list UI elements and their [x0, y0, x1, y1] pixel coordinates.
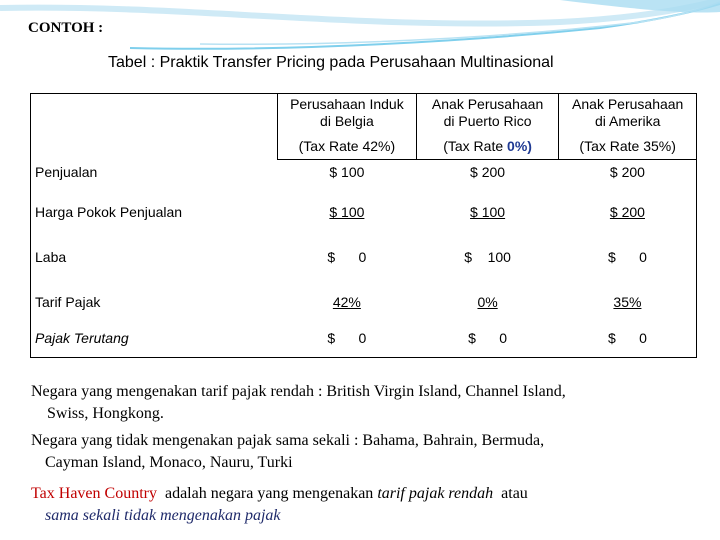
note-line: Negara yang mengenakan tarif pajak rendah : British Virgin Island, Channel Island, — [31, 383, 566, 400]
table-title: Tabel : Praktik Transfer Pricing pada Perusahaan Multinasional — [108, 54, 554, 71]
col-header-puerto-rico — [416, 94, 559, 160]
row-label: Pajak Terutang — [35, 329, 129, 346]
note-text: atau — [493, 485, 528, 502]
note-line: Cayman Island, Monaco, Nauru, Turki — [45, 454, 293, 471]
header-empty-cell — [31, 94, 278, 160]
row-value: $ 100 — [329, 203, 365, 220]
row-value: $ 0 — [468, 329, 508, 346]
row-value: $ 200 — [470, 164, 506, 180]
note-emphasis: tarif pajak rendah — [377, 485, 494, 502]
row-value: $ 0 — [327, 329, 367, 346]
row-value: $ 100 — [464, 248, 511, 265]
note-line — [31, 483, 528, 505]
col-tax-rate — [563, 130, 692, 159]
row-value: $ 100 — [329, 164, 365, 180]
row-label: Harga Pokok Penjualan — [35, 203, 183, 220]
col-name-line2: di Amerika — [595, 113, 661, 129]
col-tax-rate — [421, 130, 555, 159]
slide-heading: CONTOH : — [28, 20, 104, 36]
col-name-line2: di Belgia — [320, 113, 374, 129]
col-header-belgia — [277, 94, 416, 160]
tax-rate-value: 0%) — [507, 138, 532, 154]
col-tax-rate — [282, 130, 412, 159]
table-row — [31, 160, 697, 200]
transfer-pricing-table — [30, 93, 697, 358]
col-name-line1: Anak Perusahaan — [431, 96, 544, 112]
col-name-line1: Anak Perusahaan — [572, 96, 684, 112]
row-value: $ 0 — [607, 329, 647, 346]
row-value: 0% — [477, 293, 498, 310]
note-line: Swiss, Hongkong. — [47, 405, 164, 422]
col-name-line2: di Puerto Rico — [443, 113, 532, 129]
row-value: $ 0 — [607, 248, 647, 265]
col-header-amerika — [559, 94, 697, 160]
tax-haven-term: Tax Haven Country — [31, 485, 157, 502]
table-row — [31, 290, 697, 328]
note-low-tax-countries — [31, 381, 566, 425]
row-value: 35% — [613, 293, 642, 310]
row-label: Penjualan — [35, 163, 98, 180]
note-line: sama sekali tidak mengenakan pajak — [45, 507, 281, 524]
note-text: adalah negara yang mengenakan — [156, 485, 378, 502]
note-line: Negara yang tidak mengenakan pajak sama sekali : Bahama, Bahrain, Bermuda, — [31, 432, 545, 449]
note-tax-haven-definition — [31, 483, 528, 527]
row-value: $ 100 — [470, 203, 506, 220]
col-name-line1: Perusahaan Induk — [290, 96, 404, 112]
header-row — [31, 94, 697, 160]
row-value: $ 200 — [609, 164, 645, 180]
table-row — [31, 245, 697, 290]
row-value: $ 200 — [609, 203, 645, 220]
row-label: Tarif Pajak — [35, 293, 101, 310]
table-row — [31, 200, 697, 245]
tax-rate-prefix: (Tax Rate — [579, 138, 644, 154]
tax-rate-prefix: (Tax Rate — [298, 138, 363, 154]
row-value: 42% — [332, 293, 361, 310]
tax-rate-suffix: ) — [390, 138, 396, 154]
tax-rate-prefix: (Tax Rate — [443, 138, 508, 154]
table-row — [31, 328, 697, 358]
row-label: Laba — [35, 248, 67, 265]
tax-rate-suffix: ) — [671, 138, 676, 154]
row-value: $ 0 — [327, 248, 367, 265]
tax-rate-value: 42% — [362, 138, 391, 154]
tax-rate-value: 35% — [643, 138, 672, 154]
note-no-tax-countries — [31, 430, 544, 474]
